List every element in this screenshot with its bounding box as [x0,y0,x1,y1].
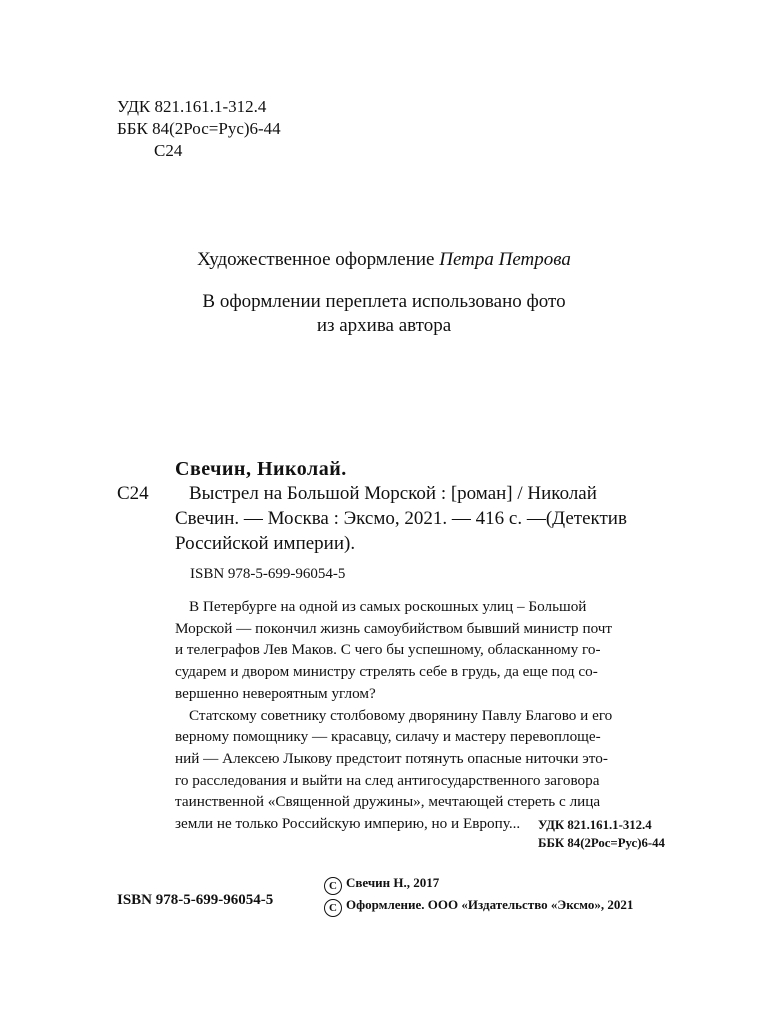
annotation-line: ний — Алексею Лыкову предстоит потянуть опасные ниточки это- [175,749,608,767]
bibliographic-description [175,481,693,556]
isbn-main: ISBN 978-5-699-96054-5 [117,892,274,908]
annotation-line: Морской — покончил жизнь самоубийством бывший министр почт [175,619,613,637]
design-credit [0,248,768,272]
annotation-line: В Петербурге на одной из самых роскошных улиц – Большой [189,598,587,615]
copyright-publisher: Оформление. ООО «Издательство «Эксмо», 2021 [346,897,634,912]
copyright-line-2 [324,895,633,917]
photo-credit [0,290,768,338]
annotation-line: верному помощнику — красавцу, силачу и мастеру перевоплоще- [175,728,601,746]
annotation-line: Статскому советнику столбовому дворянину Павлу Благово и его [189,706,613,724]
classification-codes [117,96,281,162]
entry-cutter-code: С24 [117,483,149,504]
copyright-icon: C [324,877,342,895]
bottom-bbk-code: ББК 84(2Рос=Рус)6-44 [538,836,665,850]
author-heading: Свечин, Николай. [175,458,347,480]
copyright-line-1 [324,873,633,895]
biblio-line: Выстрел на Большой Морской : [роман] / Николай [189,483,597,504]
entry-isbn: ISBN 978-5-699-96054-5 [190,566,346,582]
udk-code: УДК 821.161.1-312.4 [117,97,267,116]
photo-credit-line-1: В оформлении переплета использовано фото [202,291,566,312]
copyright-block [324,873,633,917]
bottom-udk-code: УДК 821.161.1-312.4 [538,818,652,832]
copyright-icon: C [324,899,342,917]
cutter-code: С24 [154,141,183,160]
annotation-line: и телеграфов Лев Маков. С чего бы успешному, обласканному го- [175,641,601,659]
photo-credit-line-2: из архива автора [316,315,452,336]
bbk-code: ББК 84(2Рос=Рус)6-44 [117,119,281,138]
annotation-line: земли не только Российскую империю, но и Европу... [175,815,521,833]
design-credit-prefix: Художественное оформление [197,249,435,270]
annotation-line: таинственной «Священной дружины», мечтающей стереть с лица [175,793,601,811]
designer-name: Петра Петрова [439,249,571,270]
annotation-line: сударем и двором министру стрелять себе в грудь, да еще под со- [175,663,598,681]
annotation-line: вершенно невероятным углом? [175,684,376,702]
annotation [175,596,693,835]
biblio-line: Российской империи). [175,533,356,554]
biblio-line: Свечин. — Москва : Эксмо, 2021. — 416 с. —(Детектив [175,508,627,529]
annotation-line: го расследования и выйти на след антигосударственного заговора [175,771,600,789]
copyright-author: Свечин Н., 2017 [346,875,440,890]
bottom-classification-codes [538,816,665,852]
